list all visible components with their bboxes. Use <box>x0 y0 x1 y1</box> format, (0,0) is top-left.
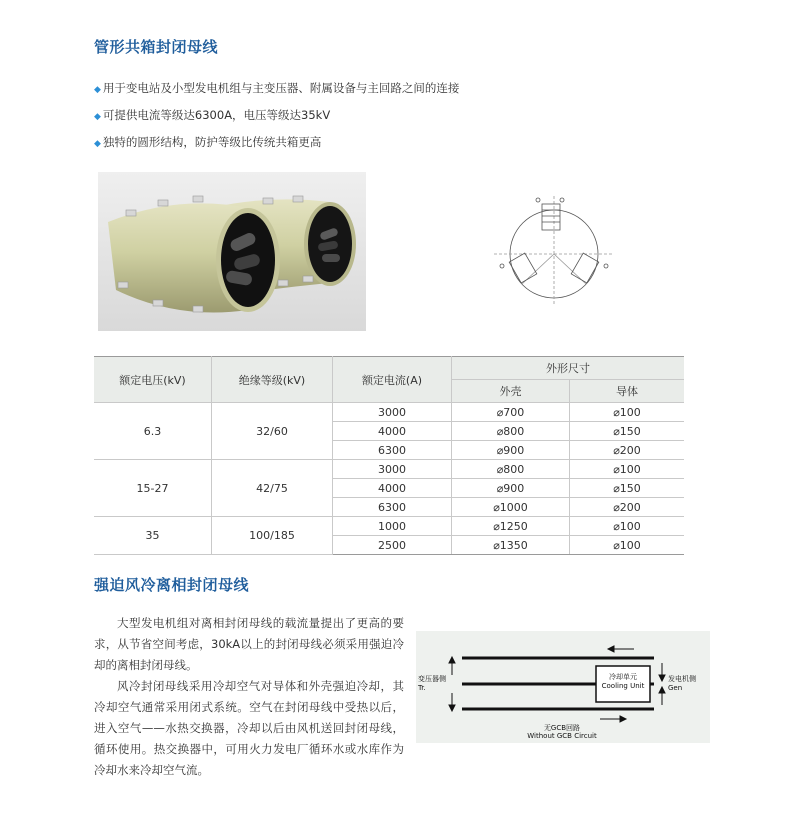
feature-item <box>94 132 459 159</box>
header-rated-current: 额定电流(A) <box>333 357 452 403</box>
cell-shell: ⌀1000 <box>452 498 570 517</box>
feature-text: 可提供电流等级达6300A，电压等级达35kV <box>102 108 331 122</box>
cell-voltage: 6.3 <box>94 403 212 460</box>
feature-item <box>94 78 459 105</box>
table-row <box>94 460 684 479</box>
cell-current: 1000 <box>333 517 452 536</box>
cell-current: 6300 <box>333 498 452 517</box>
cell-shell: ⌀900 <box>452 441 570 460</box>
cell-conductor: ⌀150 <box>570 479 685 498</box>
cell-shell: ⌀900 <box>452 479 570 498</box>
cross-section-drawing <box>494 196 614 306</box>
cell-current: 4000 <box>333 479 452 498</box>
paragraph: 大型发电机组对离相封闭母线的载流量提出了更高的要求，从节省空间考虑，30kA以上的封闭母线必须采用强迫冷却的离相封闭母线。 <box>94 616 404 672</box>
bullet-diamond-icon: ◆ <box>94 85 101 95</box>
cell-current: 4000 <box>333 422 452 441</box>
bullet-diamond-icon: ◆ <box>94 112 101 122</box>
specification-table <box>94 356 684 555</box>
cooling-circuit-diagram <box>416 631 710 743</box>
table-row <box>94 517 684 536</box>
cell-insulation: 42/75 <box>212 460 333 517</box>
busbar-product-photo <box>98 172 366 331</box>
header-conductor: 导体 <box>570 380 685 403</box>
cell-voltage: 35 <box>94 517 212 555</box>
header-dimensions: 外形尺寸 <box>452 357 685 380</box>
cell-current: 3000 <box>333 403 452 422</box>
cell-conductor: ⌀100 <box>570 403 685 422</box>
label-without-gcb: 无GCB回路 Without GCB Circuit <box>527 724 597 740</box>
cell-shell: ⌀800 <box>452 460 570 479</box>
cell-insulation: 32/60 <box>212 403 333 460</box>
feature-text: 独特的圆形结构，防护等级比传统共箱更高 <box>102 135 322 149</box>
cell-conductor: ⌀100 <box>570 517 685 536</box>
description-text <box>94 613 404 781</box>
cell-conductor: ⌀100 <box>570 536 685 555</box>
bullet-diamond-icon: ◆ <box>94 139 101 149</box>
paragraph: 风冷封闭母线采用冷却空气对导体和外壳强迫冷却，其冷却空气通常采用闭式系统。空气在封闭母线中受热以后，进入空气——水热交换器，冷却以后由风机送回封闭母线，循环使用。热交换器中，可用火力发电厂循环水或水库作为冷却水来冷却空气流。 <box>94 679 404 777</box>
cell-shell: ⌀800 <box>452 422 570 441</box>
header-insulation: 绝缘等级(kV) <box>212 357 333 403</box>
cell-voltage: 15-27 <box>94 460 212 517</box>
label-generator-side: 发电机侧 Gen <box>668 675 696 692</box>
section-title-forced-air-busbar: 强迫风冷离相封闭母线 <box>94 576 250 594</box>
cell-conductor: ⌀100 <box>570 460 685 479</box>
table-row <box>94 403 684 422</box>
cell-shell: ⌀700 <box>452 403 570 422</box>
header-rated-voltage: 额定电压(kV) <box>94 357 212 403</box>
cell-conductor: ⌀200 <box>570 441 685 460</box>
cell-current: 6300 <box>333 441 452 460</box>
feature-list <box>94 78 459 159</box>
label-transformer-side: 变压器侧 Tr. <box>418 675 446 692</box>
feature-item <box>94 105 459 132</box>
cell-insulation: 100/185 <box>212 517 333 555</box>
cell-current: 3000 <box>333 460 452 479</box>
cell-shell: ⌀1350 <box>452 536 570 555</box>
cell-conductor: ⌀150 <box>570 422 685 441</box>
feature-text: 用于变电站及小型发电机组与主变压器、附属设备与主回路之间的连接 <box>102 81 460 95</box>
cell-shell: ⌀1250 <box>452 517 570 536</box>
cell-current: 2500 <box>333 536 452 555</box>
header-shell: 外壳 <box>452 380 570 403</box>
label-cooling-unit: 冷却单元 Cooling Unit <box>601 673 645 690</box>
section-title-enclosed-busbar: 管形共箱封闭母线 <box>94 38 219 56</box>
cell-conductor: ⌀200 <box>570 498 685 517</box>
